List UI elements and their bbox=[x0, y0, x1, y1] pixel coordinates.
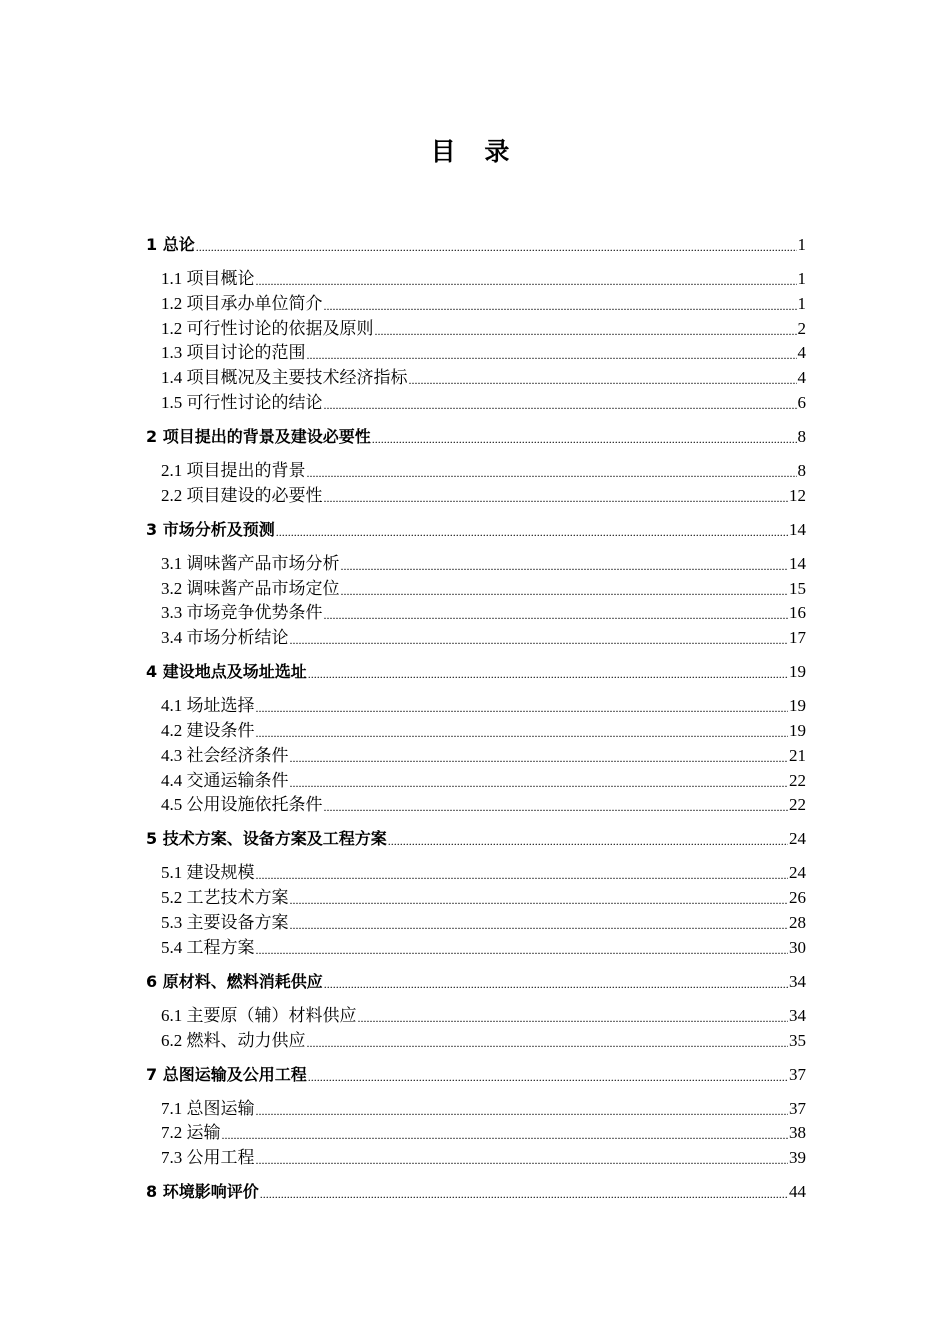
toc-entry-chapter-7[interactable] bbox=[146, 1062, 806, 1086]
toc-entry-label: 3.2 调味酱产品市场定位 bbox=[161, 578, 340, 598]
toc-entry-page: 6 bbox=[797, 393, 806, 412]
dot-leader bbox=[276, 523, 788, 541]
toc-entry-chapter-6[interactable] bbox=[146, 969, 806, 993]
toc-entry-page: 1 bbox=[797, 235, 806, 254]
dot-leader bbox=[290, 891, 789, 909]
toc-entry-page: 35 bbox=[789, 1030, 806, 1050]
toc-entry-chapter-3[interactable] bbox=[146, 517, 806, 541]
toc-entry-label: 5.3 主要设备方案 bbox=[161, 913, 289, 932]
toc-entry-4-1[interactable] bbox=[161, 693, 806, 717]
toc-entry-label: 6.2 燃料、动力供应 bbox=[161, 1030, 306, 1050]
dot-leader bbox=[358, 1009, 789, 1027]
toc-entry-page: 38 bbox=[789, 1123, 806, 1143]
toc-entry-page: 16 bbox=[789, 603, 806, 623]
toc-entry-1-3[interactable] bbox=[161, 340, 806, 364]
dot-leader bbox=[256, 724, 789, 742]
dot-leader bbox=[341, 557, 789, 575]
toc-entry-label: 3.4 市场分析结论 bbox=[161, 628, 289, 648]
dot-leader bbox=[372, 430, 797, 448]
dot-leader bbox=[324, 297, 797, 315]
dot-leader bbox=[375, 322, 797, 340]
toc-entry-1-1[interactable] bbox=[161, 266, 806, 290]
dot-leader bbox=[307, 1034, 789, 1052]
toc-entry-2-1[interactable] bbox=[161, 458, 806, 482]
dot-leader bbox=[324, 489, 789, 507]
toc-entry-page: 1 bbox=[797, 293, 806, 313]
dot-leader bbox=[290, 774, 789, 792]
toc-entry-label: 3.1 调味酱产品市场分析 bbox=[161, 553, 340, 573]
dot-leader bbox=[256, 1151, 789, 1169]
toc-entry-label: 4.4 交通运输条件 bbox=[161, 770, 289, 790]
toc-entry-page: 34 bbox=[789, 971, 806, 991]
toc-entry-page: 8 bbox=[797, 427, 806, 446]
toc-entry-label: 1.1 项目概论 bbox=[161, 269, 255, 288]
toc-entry-label: 6.1 主要原（辅）材料供应 bbox=[161, 1005, 357, 1025]
toc-entry-1-4[interactable] bbox=[161, 365, 806, 389]
toc-entry-label: 4.5 公用设施依托条件 bbox=[161, 795, 323, 815]
toc-entry-label: 1.2 可行性讨论的依据及原则 bbox=[161, 318, 374, 338]
dot-leader bbox=[196, 238, 797, 256]
dot-leader bbox=[222, 1126, 789, 1144]
toc-entry-7-1[interactable] bbox=[161, 1096, 806, 1120]
toc-entry-page: 28 bbox=[789, 913, 806, 932]
toc-entry-label: 4.3 社会经济条件 bbox=[161, 745, 289, 765]
toc-entry-4-2[interactable] bbox=[161, 718, 806, 742]
toc-entry-1-2a[interactable] bbox=[161, 291, 806, 315]
toc-entry-2-2[interactable] bbox=[161, 483, 806, 507]
dot-leader bbox=[308, 1068, 788, 1086]
toc-entry-page: 24 bbox=[789, 863, 806, 883]
toc-entry-page: 22 bbox=[789, 770, 806, 790]
toc-entry-page: 37 bbox=[789, 1098, 806, 1118]
dot-leader bbox=[256, 866, 789, 884]
toc-entry-6-2[interactable] bbox=[161, 1028, 806, 1052]
toc-entry-page: 39 bbox=[789, 1148, 806, 1168]
toc-entry-label: 6 原材料、燃料消耗供应 bbox=[146, 971, 323, 991]
toc-entry-4-4[interactable] bbox=[161, 768, 806, 792]
dot-leader bbox=[290, 631, 789, 649]
toc-entry-7-2[interactable] bbox=[161, 1120, 806, 1144]
toc-entry-5-4[interactable] bbox=[161, 935, 806, 959]
dot-leader bbox=[256, 272, 797, 290]
toc-entry-label: 7 总图运输及公用工程 bbox=[146, 1064, 307, 1084]
toc-entry-label: 1.3 项目讨论的范围 bbox=[161, 343, 306, 363]
toc-entry-4-5[interactable] bbox=[161, 792, 806, 816]
toc-entry-label: 2.2 项目建设的必要性 bbox=[161, 485, 323, 505]
toc-entry-page: 4 bbox=[797, 368, 806, 388]
toc-entry-label: 4.1 场址选择 bbox=[161, 696, 255, 716]
dot-leader bbox=[324, 798, 789, 816]
toc-entry-label: 1.4 项目概况及主要技术经济指标 bbox=[161, 368, 408, 388]
dot-leader bbox=[260, 1185, 788, 1203]
toc-entry-chapter-1[interactable] bbox=[146, 232, 806, 256]
toc-entry-page: 30 bbox=[789, 937, 806, 957]
toc-entry-label: 1 总论 bbox=[146, 235, 195, 254]
toc-entry-page: 1 bbox=[797, 269, 806, 288]
toc-entry-1-2b[interactable] bbox=[161, 316, 806, 340]
toc-entry-label: 5.1 建设规模 bbox=[161, 863, 255, 883]
toc-entry-6-1[interactable] bbox=[161, 1003, 806, 1027]
toc-entry-page: 17 bbox=[789, 628, 806, 648]
toc-entry-4-3[interactable] bbox=[161, 743, 806, 767]
toc-entry-label: 2 项目提出的背景及建设必要性 bbox=[146, 427, 371, 446]
toc-entry-label: 3 市场分析及预测 bbox=[146, 519, 275, 539]
toc-entry-page: 21 bbox=[789, 745, 806, 765]
toc-entry-page: 14 bbox=[789, 519, 806, 539]
toc-entry-label: 7.3 公用工程 bbox=[161, 1148, 255, 1168]
toc-entry-3-4[interactable] bbox=[161, 625, 806, 649]
toc-entry-label: 7.1 总图运输 bbox=[161, 1098, 255, 1118]
toc-entry-label: 5.2 工艺技术方案 bbox=[161, 888, 289, 908]
dot-leader bbox=[308, 665, 788, 683]
toc-entry-label: 7.2 运输 bbox=[161, 1123, 221, 1143]
toc-entry-page: 8 bbox=[797, 461, 806, 480]
dot-leader bbox=[388, 832, 788, 850]
dot-leader bbox=[341, 582, 789, 600]
toc-entry-label: 2.1 项目提出的背景 bbox=[161, 461, 306, 480]
dot-leader bbox=[324, 396, 797, 414]
toc-entry-label: 4 建设地点及场址选址 bbox=[146, 662, 307, 682]
toc-entry-label: 3.3 市场竞争优势条件 bbox=[161, 603, 323, 623]
toc-entry-page: 4 bbox=[797, 343, 806, 363]
dot-leader bbox=[324, 975, 788, 993]
toc-entry-page: 19 bbox=[789, 662, 806, 682]
toc-entry-page: 15 bbox=[789, 578, 806, 598]
dot-leader bbox=[256, 1102, 789, 1120]
dot-leader bbox=[256, 941, 789, 959]
dot-leader bbox=[324, 606, 789, 624]
toc-entry-5-1[interactable] bbox=[161, 860, 806, 884]
toc-entry-3-3[interactable] bbox=[161, 600, 806, 624]
toc-entry-page: 37 bbox=[789, 1064, 806, 1084]
toc-entry-chapter-5[interactable] bbox=[146, 826, 806, 850]
toc-entry-page: 12 bbox=[789, 485, 806, 505]
page-title: 目 录 bbox=[430, 137, 520, 166]
dot-leader bbox=[409, 371, 797, 389]
dot-leader bbox=[307, 464, 797, 482]
toc-entry-page: 22 bbox=[789, 795, 806, 815]
toc-entry-page: 34 bbox=[789, 1005, 806, 1025]
toc-entry-page: 24 bbox=[789, 829, 806, 849]
dot-leader bbox=[256, 699, 789, 717]
toc-entry-label: 4.2 建设条件 bbox=[161, 721, 255, 740]
toc-entry-chapter-2[interactable] bbox=[146, 424, 806, 448]
dot-leader bbox=[290, 916, 789, 934]
toc-entry-page: 19 bbox=[789, 696, 806, 716]
toc-entry-page: 19 bbox=[789, 721, 806, 740]
toc-entry-label: 5 技术方案、设备方案及工程方案 bbox=[146, 829, 387, 849]
toc-entry-page: 26 bbox=[789, 888, 806, 908]
toc-entry-chapter-4[interactable] bbox=[146, 659, 806, 683]
toc-entry-3-2[interactable] bbox=[161, 576, 806, 600]
toc-entry-page: 14 bbox=[789, 553, 806, 573]
toc-entry-chapter-8[interactable] bbox=[146, 1179, 806, 1203]
toc-entry-label: 1.2 项目承办单位简介 bbox=[161, 293, 323, 313]
toc-entry-3-1[interactable] bbox=[161, 551, 806, 575]
toc-entry-page: 44 bbox=[789, 1182, 806, 1202]
toc-entry-7-3[interactable] bbox=[161, 1145, 806, 1169]
dot-leader bbox=[307, 346, 797, 364]
toc-entry-label: 8 环境影响评价 bbox=[146, 1182, 259, 1202]
dot-leader bbox=[290, 749, 789, 767]
toc-entry-label: 1.5 可行性讨论的结论 bbox=[161, 393, 323, 412]
toc-entry-5-3[interactable] bbox=[161, 910, 806, 934]
toc-entry-1-5[interactable] bbox=[161, 390, 806, 414]
toc-entry-5-2[interactable] bbox=[161, 885, 806, 909]
toc-entry-page: 2 bbox=[797, 318, 806, 338]
toc-entry-label: 5.4 工程方案 bbox=[161, 937, 255, 957]
